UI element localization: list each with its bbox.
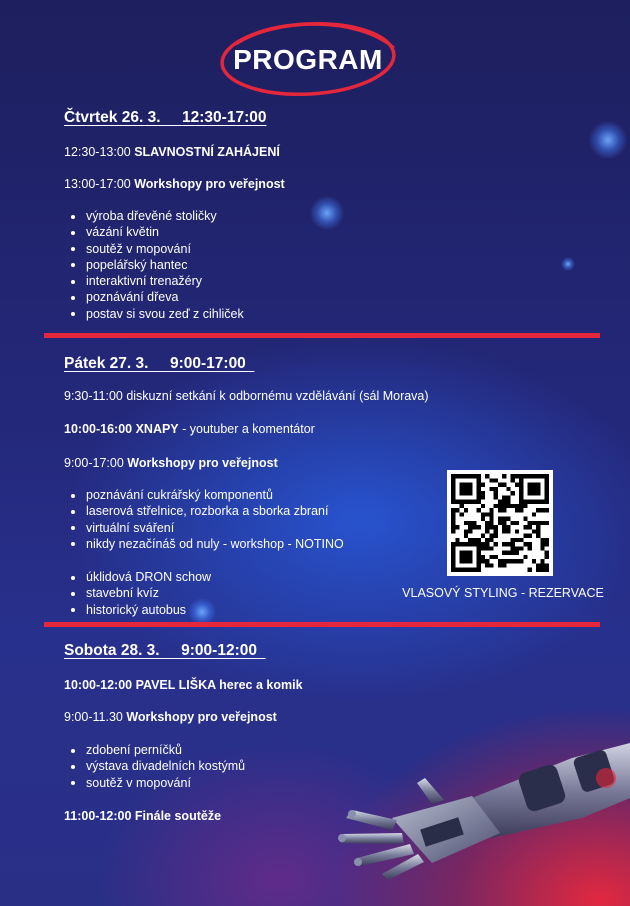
light-glow — [589, 121, 627, 159]
section-divider — [44, 622, 600, 627]
program-line: 9:00-11.30 Workshopy pro veřejnost — [64, 710, 277, 724]
list-item: historický autobus — [64, 602, 211, 618]
list-item: úklidová DRON schow — [64, 569, 211, 585]
workshop-list-saturday — [64, 742, 245, 791]
section-divider — [44, 333, 600, 338]
list-item: poznávání cukrářský komponentů — [64, 487, 344, 503]
list-item: nikdy nezačínáš od nuly - workshop - NOTINO — [64, 536, 344, 552]
program-line: 13:00-17:00 Workshopy pro veřejnost — [64, 177, 285, 191]
day-heading-friday: Pátek 27. 3. 9:00-17:00 — [64, 355, 255, 372]
workshop-list-friday-extra — [64, 569, 211, 618]
list-item: vázání květin — [64, 224, 244, 240]
list-item: stavební kvíz — [64, 585, 211, 601]
list-item: výstava divadelních kostýmů — [64, 758, 245, 774]
program-line: 12:30-13:00 SLAVNOSTNÍ ZAHÁJENÍ — [64, 145, 280, 159]
list-item: popelářský hantec — [64, 257, 244, 273]
qr-code-icon[interactable] — [447, 470, 553, 576]
program-line: 10:00-16:00 XNAPY - youtuber a komentátor — [64, 422, 315, 436]
robot-hand-icon — [322, 738, 630, 888]
list-item: soutěž v mopování — [64, 241, 244, 257]
page-title: PROGRAM — [233, 44, 383, 75]
list-item: virtuální sváření — [64, 520, 344, 536]
light-glow — [561, 257, 575, 271]
workshop-list-thursday — [64, 208, 244, 322]
list-item: poznávání dřeva — [64, 289, 244, 305]
list-item: zdobení perníčků — [64, 742, 245, 758]
qr-label: VLASOVÝ STYLING - REZERVACE — [402, 586, 604, 600]
program-line: 10:00-12:00 PAVEL LIŠKA herec a komik — [64, 678, 303, 692]
final-line: 11:00-12:00 Finále soutěže — [64, 809, 222, 823]
program-line: 9:00-17:00 Workshopy pro veřejnost — [64, 456, 278, 470]
program-line: 9:30-11:00 diskuzní setkání k odbornému vzdělávání (sál Morava) — [64, 389, 429, 403]
light-glow — [310, 196, 344, 230]
list-item: laserová střelnice, rozborka a sborka zbraní — [64, 503, 344, 519]
list-item: postav si svou zeď z cihliček — [64, 306, 244, 322]
workshop-list-friday — [64, 487, 344, 552]
day-heading-saturday: Sobota 28. 3. 9:00-12:00 — [64, 642, 266, 659]
list-item: soutěž v mopování — [64, 775, 245, 791]
program-title-badge — [216, 14, 400, 100]
list-item: interaktivní trenažéry — [64, 273, 244, 289]
day-heading-thursday: Čtvrtek 26. 3. 12:30-17:00 — [64, 109, 267, 126]
list-item: výroba dřevěné stoličky — [64, 208, 244, 224]
